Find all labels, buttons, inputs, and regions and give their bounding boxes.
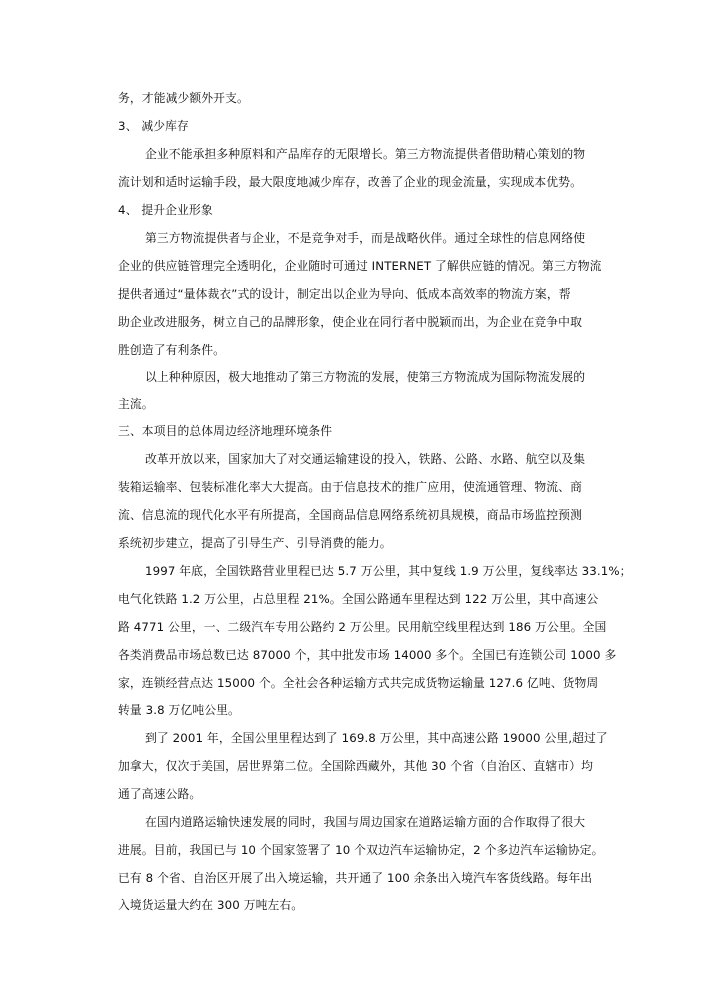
section-heading: 3、 减少库存 [118,119,189,133]
text-line: 路 4771 公里，一、二级汽车专用公路约 2 万公里。民用航空线里程达到 186 万公里。全国 [118,620,607,634]
text-line: 在国内道路运输快速发展的同时，我国与周边国家在道路运输方面的合作取得了很大 [145,815,586,829]
text-line: 装箱运输率、包装标准化率大大提高。由于信息技术的推广应用，使流通管理、物流、商 [118,480,582,494]
text-line: 系统初步建立，提高了引导生产、引导消费的能力。 [118,536,392,550]
text-line: 流计划和适时运输手段，最大限度地减少库存，改善了企业的现金流量，实现成本优势。 [118,175,582,189]
text-line: 电气化铁路 1.2 万公里，占总里程 21%。全国公路通车里程达到 122 万公里，其中高速公 [118,592,599,606]
text-line: 提供者通过“量体裁衣”式的设计，制定出以企业为导向、低成本高效率的物流方案，帮 [118,287,571,301]
text-line: 通了高速公路。 [118,787,202,801]
text-line: 以上种种原因，极大地推动了第三方物流的发展，使第三方物流成为国际物流发展的 [145,370,586,384]
text-line: 主流。 [118,397,154,411]
text-line: 入境货运量大约在 300 万吨左右。 [118,898,304,912]
text-line: 流、信息流的现代化水平有所提高，全国商品信息网络系统初具规模，商品市场监控预测 [118,508,582,522]
text-line: 1997 年底，全国铁路营业里程已达 5.7 万公里，其中复线 1.9 万公里，复线率达 33.1%； [145,564,632,578]
text-line: 加拿大，仅次于美国，居世界第二位。全国除西藏外，其他 30 个省（自治区、直辖市）均 [118,759,593,773]
text-line: 转量 3.8 万亿吨公里。 [118,703,240,717]
text-line: 助企业改进服务，树立自己的品牌形象，使企业在同行者中脱颖而出，为企业在竞争中取 [118,315,582,329]
text-line: 到了 2001 年，全国公里里程达到了 169.8 万公里，其中高速公路 19000 公里,超过了 [145,731,608,745]
text-line: 第三方物流提供者与企业，不是竞争对手，而是战略伙伴。通过全球性的信息网络使 [145,231,586,245]
text-line: 胜创造了有利条件。 [118,343,226,357]
section-heading: 4、 提升企业形象 [118,203,213,217]
text-line: 家，连锁经营点达 15000 个。全社会各种运输方式共完成货物运输量 127.6 亿吨、货物周 [118,676,599,690]
text-line: 各类消费品市场总数已达 87000 个，其中批发市场 14000 多个。全国已有连锁公司 1000 多 [118,648,617,662]
text-line: 企业的供应链管理完全透明化，企业随时可通过 INTERNET 了解供应链的情况。第三方物流 [118,259,602,273]
text-line: 务，才能减少额外开支。 [118,91,249,105]
section-heading: 三、本项目的总体周边经济地理环境条件 [118,424,333,438]
text-line: 企业不能承担多种原料和产品库存的无限增长。第三方物流提供者借助精心策划的物 [145,147,586,161]
text-line: 改革开放以来，国家加大了对交通运输建设的投入，铁路、公路、水路、航空以及集 [145,452,586,466]
text-line: 进展。目前，我国已与 10 个国家签署了 10 个双边汽车运输协定，2 个多边汽车运输协定。 [118,843,604,857]
text-line: 已有 8 个省、自治区开展了出入境运输，共开通了 100 余条出入境汽车客货线路。每年出 [118,871,593,885]
